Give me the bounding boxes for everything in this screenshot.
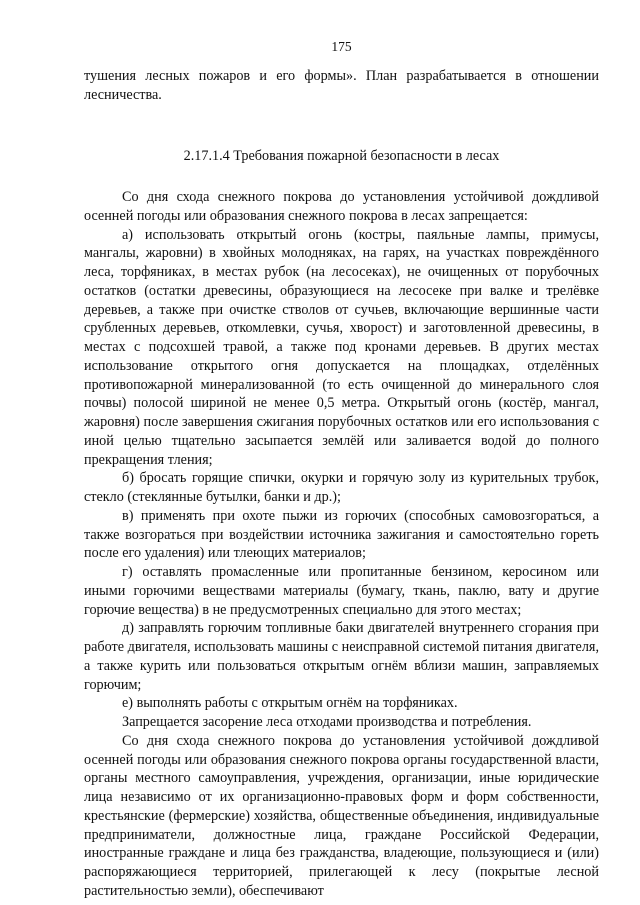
- paragraph: в) применять при охоте пыжи из горючих (способных самовозгораться, а также возгораться при воздействии источника зажигания и самостоятельно гореть после его удаления) или тлеющих материалов;: [84, 507, 599, 562]
- paragraph: Запрещается засорение леса отходами производства и потребления.: [122, 714, 532, 730]
- paragraph: е) выполнять работы с открытым огнём на торфяниках.: [122, 695, 458, 712]
- paragraph: б) бросать горящие спички, окурки и горячую золу из курительных трубок, стекло (стеклянные бутылки, банки и др.);: [84, 470, 599, 505]
- page-number: 175: [331, 39, 352, 54]
- section-heading: 2.17.1.4 Требования пожарной безопасности в лесах: [183, 148, 500, 165]
- paragraph: д) заправлять горючим топливные баки двигателей внутреннего сгорания при работе двигателя, использовать машины с неисправной системой питания двигателя, а также курить или пользоваться открытым огнём вблизи машин, заправляемых горючим;: [84, 620, 599, 693]
- paragraph: Со дня схода снежного покрова до установления устойчивой дождливой осенней погоды или образования снежного покрова в лесах запрещается:: [84, 189, 599, 224]
- paragraph: Со дня схода снежного покрова до установления устойчивой дождливой осенней погоды или образования снежного покрова органы государственной власти, органы местного самоуправления, учреждения, организации, иные юридические лица независимо от их организационно-правовых форм и форм собственности, крестьянские (фермерские) хозяйства, общественные объединения, индивидуальные предприниматели, должностные лица, граждане Российской Федерации, иностранные граждане и лица без гражданства, владеющие, пользующиеся и (или) распоряжающиеся территорией, прилегающей к лесу (покрытые лесной растительностью земли), обеспечивают: [84, 732, 599, 899]
- paragraph: а) использовать открытый огонь (костры, паяльные лампы, примусы, мангалы, жаровни) в хвойных молодняках, на гарях, на участках повреждённого леса, торфяниках, в местах рубок (на лесосеках), не очищенных от порубочных остатков (остатки древесины, образующиеся на лесосеке при валке и трелёвке деревьев, а также при очистке стволов от сучьев, включающие вершинные части срубленных деревьев, откомлевки, сучья, хворост) и заготовленной древесины, в местах с подсохшей травой, а также под кронами деревьев. В других местах использование открытого огня допускается на площадках, отделённых противопожарной минерализованной (то есть очищенной до минерального слоя почвы) полосой шириной не менее 0,5 метра. Открытый огонь (костёр, мангал, жаровня) после завершения сжигания порубочных остатков или его использования с иной целью тщательно засыпается землёй или заливается водой до полного прекращения тления;: [84, 226, 599, 468]
- intro-text: [84, 67, 599, 105]
- paragraph: г) оставлять промасленные или пропитанные бензином, керосином или иными горючими веществами материалы (бумагу, ткань, паклю, вату и другие горючие вещества) в не предусмотренных специально для этого местах;: [84, 564, 599, 618]
- paragraph: тушения лесных пожаров и его формы». План разрабатывается в отношении лесничества.: [84, 67, 599, 103]
- section-body: [84, 188, 599, 901]
